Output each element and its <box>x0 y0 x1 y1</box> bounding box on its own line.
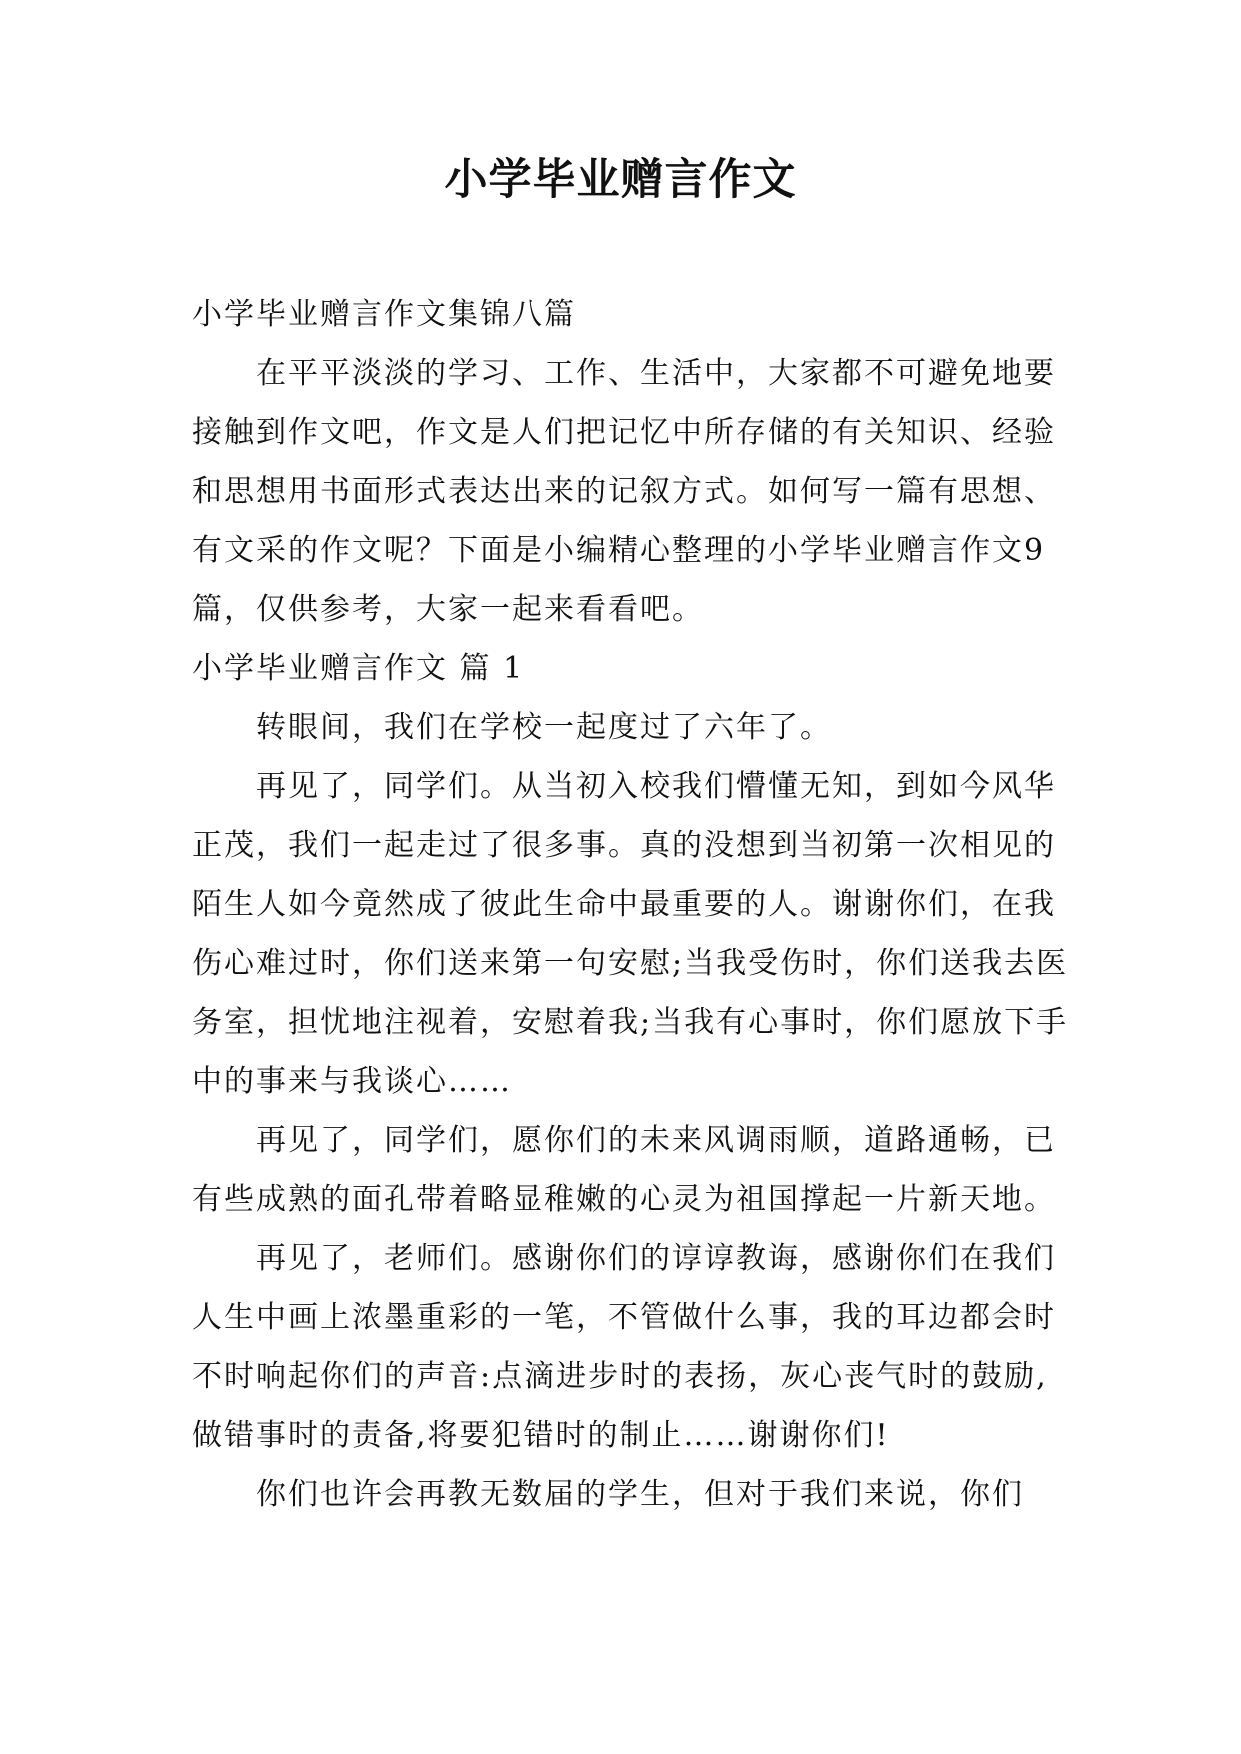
body-paragraph-4: 再见了，老师们。感谢你们的谆谆教诲，感谢你们在我们人生中画上浓墨重彩的一笔，不管做什么事，我的耳边都会时不时响起你们的声音:点滴进步时的表扬，灰心丧气时的鼓励,做错事时的责备,将要犯错时的制止……谢谢你们! <box>192 1241 1056 1453</box>
section-heading: 小学毕业赠言作文 篇 1 <box>192 651 525 686</box>
page-title: 小学毕业赠言作文 <box>444 155 797 205</box>
body-paragraph-3: 再见了，同学们，愿你们的未来风调雨顺，道路通畅，已有些成熟的面孔带着略显稚嫩的心灵为祖国撑起一片新天地。 <box>192 1123 1056 1217</box>
document-body <box>192 285 1072 1524</box>
body-paragraph-1: 转眼间，我们在学校一起度过了六年了。 <box>256 710 832 745</box>
body-paragraph-5: 你们也许会再教无数届的学生，但对于我们来说，你们 <box>256 1477 1024 1512</box>
body-paragraph-2: 再见了，同学们。从当初入校我们懵懂无知，到如今风华正茂，我们一起走过了很多事。真的没想到当初第一次相见的陌生人如今竟然成了彼此生命中最重要的人。谢谢你们，在我伤心难过时，你们送来第一句安慰;当我受伤时，你们送我去医务室，担忧地注视着，安慰着我;当我有心事时，你们愿放下手中的事来与我谈心…… <box>192 769 1069 1099</box>
document-subtitle: 小学毕业赠言作文集锦八篇 <box>192 297 576 332</box>
intro-paragraph: 在平平淡淡的学习、工作、生活中，大家都不可避免地要接触到作文吧，作文是人们把记忆中所存储的有关知识、经验和思想用书面形式表达出来的记叙方式。如何写一篇有思想、有文采的作文呢？下面是小编精心整理的小学毕业赠言作文9篇，仅供参考，大家一起来看看吧。 <box>192 356 1056 627</box>
